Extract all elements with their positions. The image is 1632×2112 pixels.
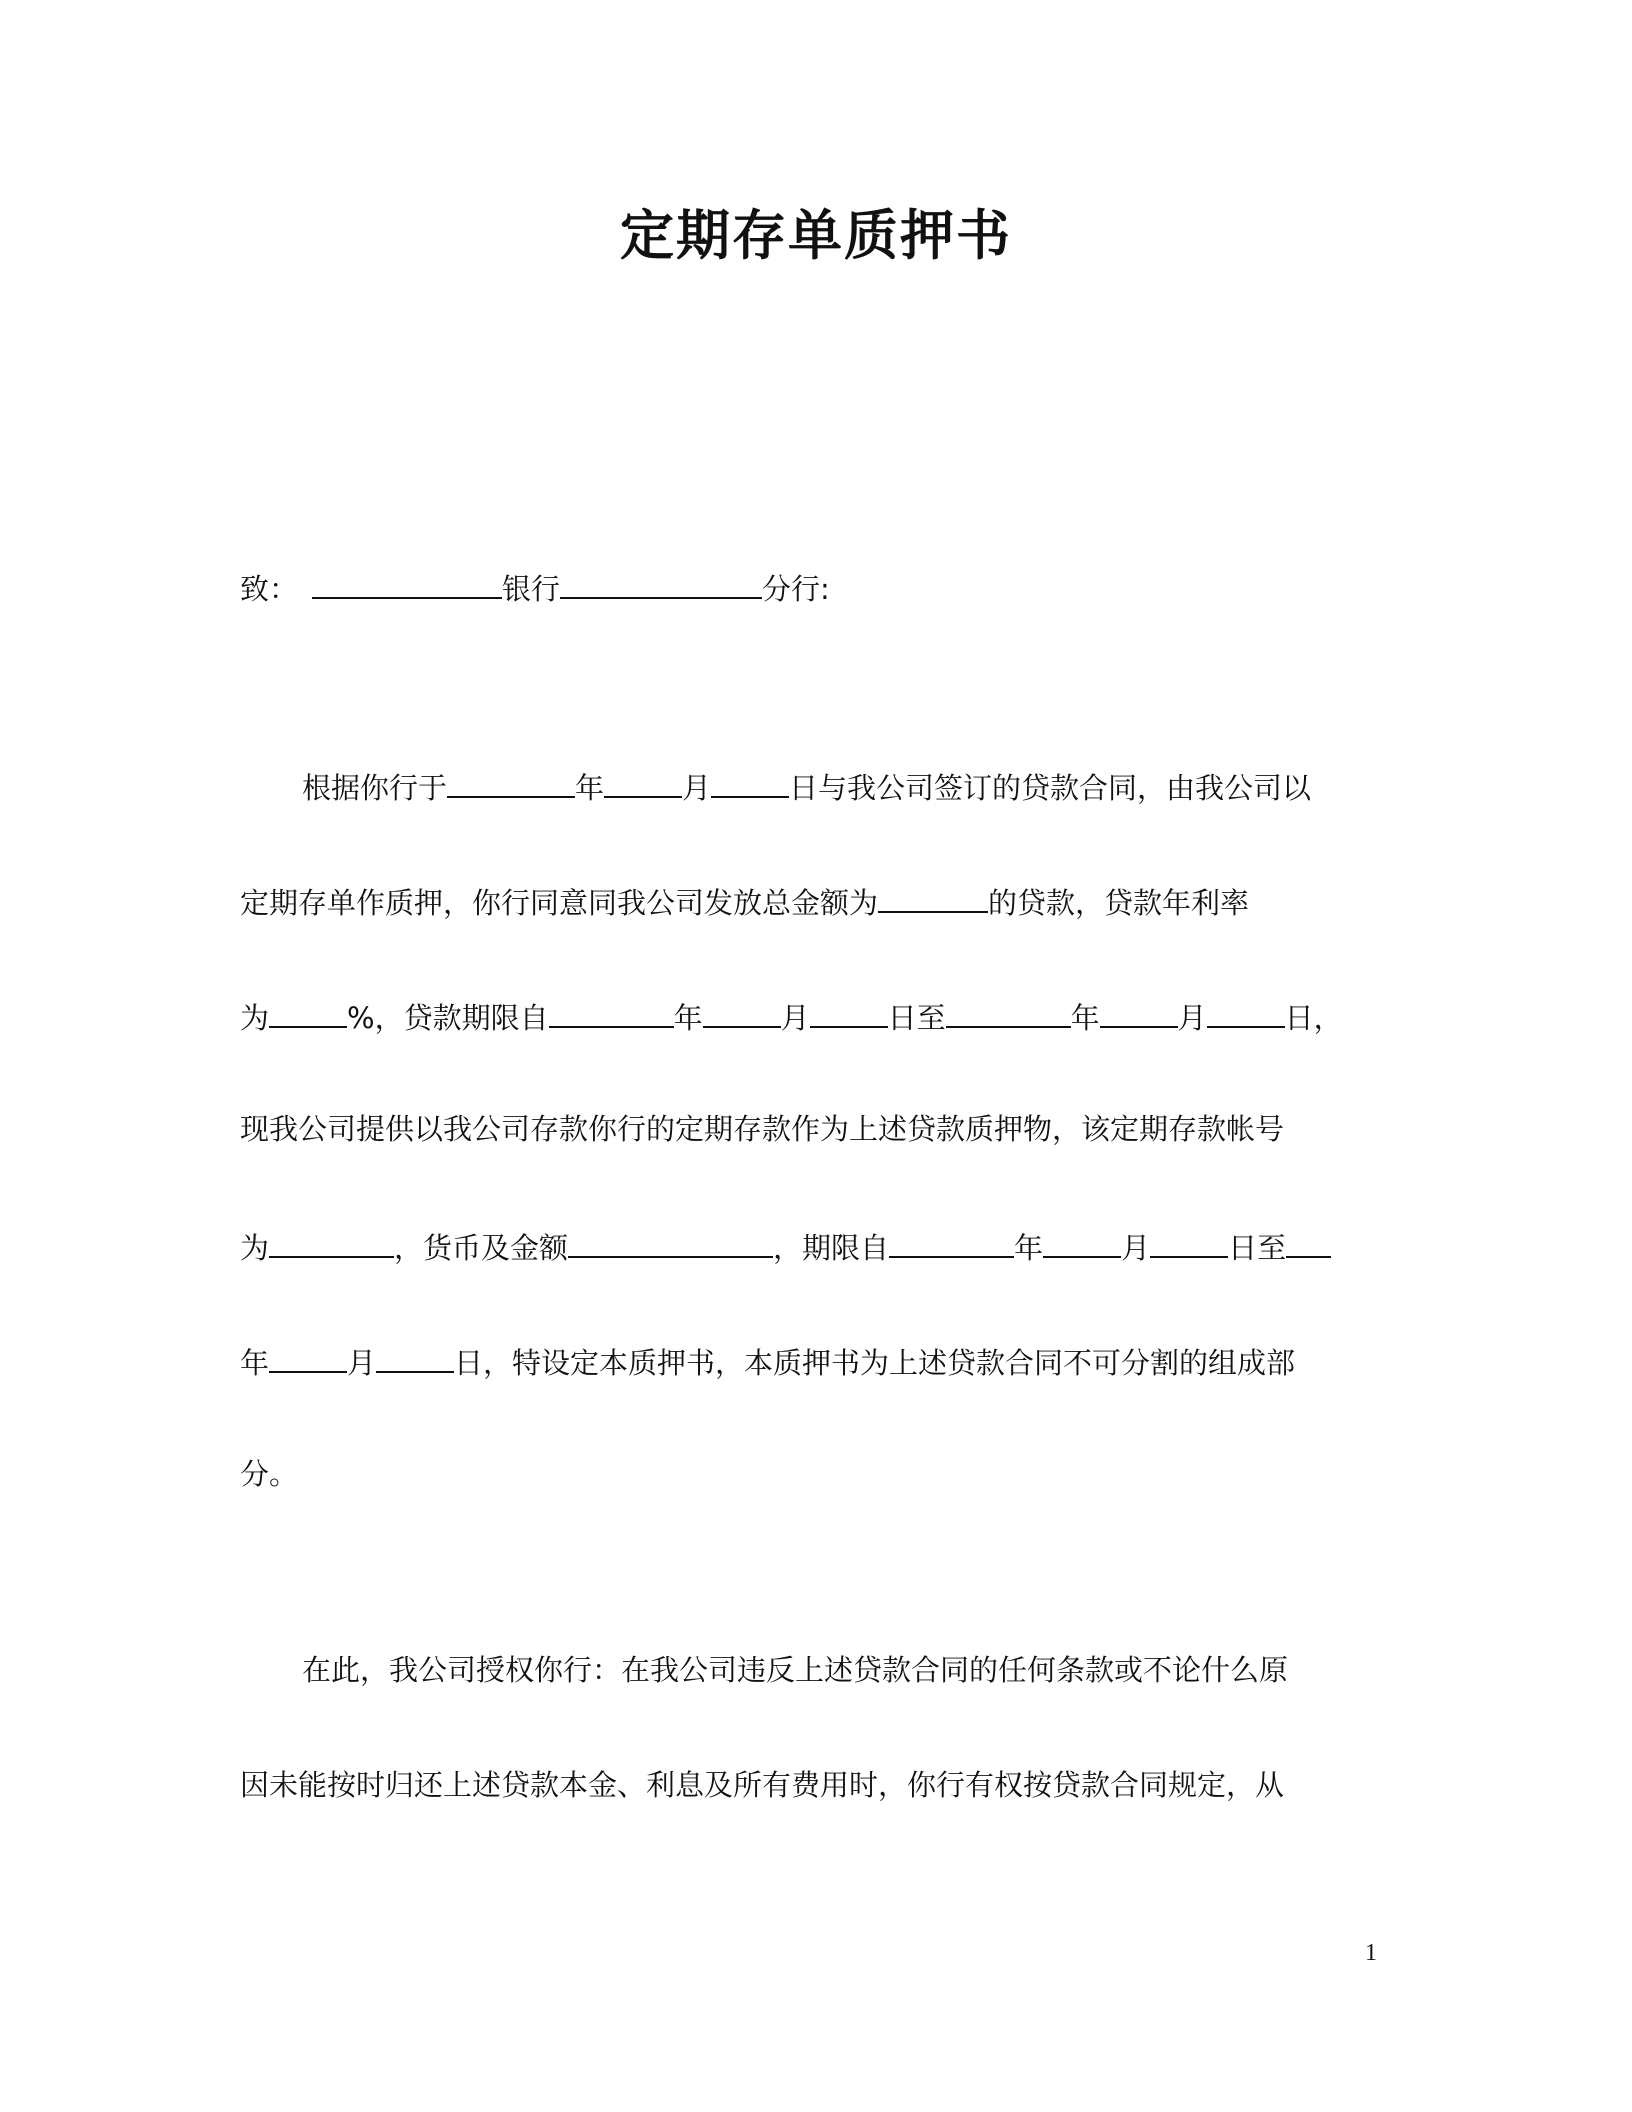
paragraph1-line4: 现我公司提供以我公司存款你行的定期存款作为上述贷款质押物，该定期存款帐号 — [240, 1112, 1285, 1146]
salutation-branch: 分行: — [762, 572, 830, 606]
text-segment: 定期存单作质押，你行同意同我公司发放总金额为 — [240, 886, 879, 920]
blank-end-year — [946, 984, 1071, 1028]
blank-end-month — [1100, 984, 1178, 1028]
text-segment: ，货币及金额 — [394, 1231, 569, 1265]
blank-branch-name — [560, 555, 762, 599]
blank-deposit-end-year — [1286, 1214, 1331, 1258]
text-segment: 日， — [1284, 1001, 1343, 1035]
salutation-bank: 银行 — [502, 572, 561, 606]
text-segment: 根据你行于 — [302, 771, 448, 805]
text-segment: 月 — [682, 771, 712, 805]
salutation-line — [240, 555, 1380, 615]
paragraph1-line3 — [240, 984, 1380, 1044]
blank-start-month — [703, 984, 781, 1028]
blank-end-day — [1207, 984, 1285, 1028]
blank-deposit-start-year — [889, 1214, 1014, 1258]
text-segment: 年 — [575, 771, 605, 805]
text-segment: 年 — [1070, 1001, 1100, 1035]
blank-contract-day — [711, 754, 789, 798]
blank-start-year — [549, 984, 674, 1028]
blank-deposit-end-day — [376, 1329, 454, 1373]
text-segment: %，贷款期限自 — [347, 1001, 549, 1035]
text-segment: 为 — [240, 1001, 270, 1035]
text-segment: 月 — [347, 1346, 377, 1380]
blank-start-day — [810, 984, 888, 1028]
salutation-to: 致： — [240, 572, 299, 606]
blank-contract-month — [604, 754, 682, 798]
text-segment: 为 — [240, 1231, 270, 1265]
text-segment: ，期限自 — [773, 1231, 890, 1265]
paragraph1-line6 — [240, 1329, 1380, 1389]
text-segment: 日至 — [887, 1001, 946, 1035]
text-segment: 日与我公司签订的贷款合同，由我公司以 — [789, 771, 1312, 805]
paragraph1-line2 — [240, 869, 1380, 929]
blank-deposit-start-day — [1150, 1214, 1228, 1258]
text-segment: 在此，我公司授权你行：在我公司违反上述贷款合同的任何条款或不论什么原 — [302, 1653, 1289, 1687]
text-segment: 年 — [1014, 1231, 1044, 1265]
paragraph2-line2: 因未能按时归还上述贷款本金、利息及所有费用时，你行有权按贷款合同规定，从 — [240, 1768, 1285, 1802]
paragraph2-line1 — [240, 1640, 1380, 1700]
blank-bank-name — [312, 555, 502, 599]
text-segment: 年 — [673, 1001, 703, 1035]
text-segment: 月 — [1121, 1231, 1151, 1265]
paragraph1-line1 — [240, 754, 1380, 814]
paragraph1-line7: 分。 — [240, 1457, 299, 1491]
text-segment: 的贷款，贷款年利率 — [988, 886, 1250, 920]
blank-currency-amount — [568, 1214, 773, 1258]
text-segment: 月 — [780, 1001, 810, 1035]
blank-deposit-end-month — [269, 1329, 347, 1373]
paragraph1-line5 — [240, 1214, 1380, 1274]
blank-deposit-start-month — [1043, 1214, 1121, 1258]
text-segment: 年 — [240, 1346, 270, 1380]
text-segment: 月 — [1177, 1001, 1207, 1035]
blank-account-number — [269, 1214, 394, 1258]
text-segment: 日，特设定本质押书，本质押书为上述贷款合同不可分割的组成部 — [454, 1346, 1296, 1380]
blank-loan-amount — [878, 869, 988, 913]
page-number: 1 — [1365, 1940, 1377, 1966]
text-segment: 日至 — [1228, 1231, 1287, 1265]
blank-interest-rate — [269, 984, 347, 1028]
blank-contract-year — [447, 754, 575, 798]
document-title: 定期存单质押书 — [620, 204, 1012, 267]
